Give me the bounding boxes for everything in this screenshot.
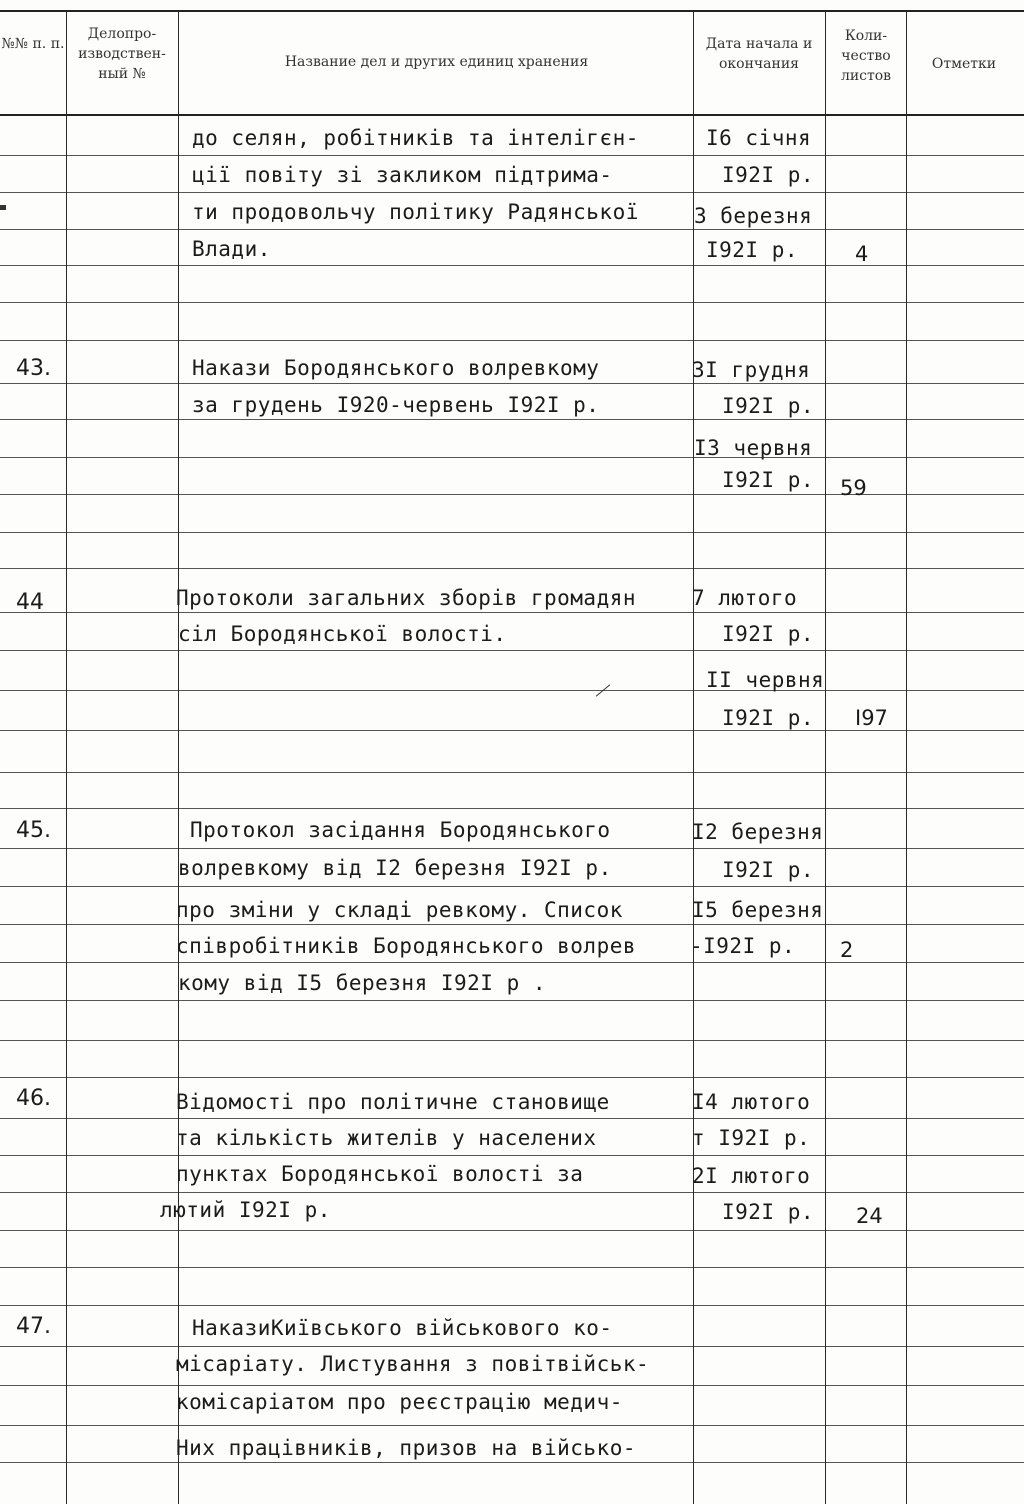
column-divider xyxy=(825,10,826,1504)
header-number: №№ п. п. xyxy=(1,36,65,52)
entry-number: 44 xyxy=(16,590,44,615)
ruled-line xyxy=(0,808,1024,809)
entry-title-line: Накази Бородянського волревкому xyxy=(192,356,600,380)
entry-title-line: НаказиКиївського військового ко- xyxy=(192,1316,613,1340)
entry-title-line: за грудень I920-червень I92I р. xyxy=(192,393,600,417)
entry-title-line: пунктах Бородянської волості за xyxy=(176,1162,584,1186)
ruled-line xyxy=(0,1077,1024,1078)
column-divider xyxy=(66,10,67,1504)
ruled-line xyxy=(0,383,1024,384)
ruled-line xyxy=(0,1230,1024,1231)
entry-date: I5 березня xyxy=(692,898,824,922)
entry-date: -I92I р. xyxy=(690,934,796,958)
column-divider xyxy=(693,10,694,1504)
entry-date: I92I р. xyxy=(722,706,815,730)
entry-title-line: комісаріатом про реєстрацію медич- xyxy=(176,1390,623,1414)
entry-date: I92I р. xyxy=(722,858,815,882)
ruled-line xyxy=(0,340,1024,341)
entry-date: I2 березня xyxy=(692,820,824,844)
entry-title-line: Протокол засідання Бородянського xyxy=(190,818,611,842)
header-sheet-count: Коли- чество листов xyxy=(840,28,892,84)
ruled-line xyxy=(0,265,1024,266)
header-notes: Отметки xyxy=(931,56,997,72)
ruled-line xyxy=(0,886,1024,887)
entry-title-line: місаріату. Листування з повітвійськ- xyxy=(176,1352,650,1376)
entry-date: I92I р. xyxy=(706,238,799,262)
entry-title-line: про зміни у складі ревкому. Список xyxy=(176,898,623,922)
entry-date: I4 лютого xyxy=(692,1090,811,1114)
entry-date: 7 лютого xyxy=(692,586,798,610)
entry-number: 47. xyxy=(16,1314,51,1339)
entry-title-line: сіл Бородянської волості. xyxy=(178,622,507,646)
entry-title-line: співробітників Бородянського волрев xyxy=(176,934,637,958)
ruled-line xyxy=(0,568,1024,569)
ruled-line xyxy=(0,1267,1024,1268)
ruled-line xyxy=(0,690,1024,691)
ruled-line xyxy=(0,1385,1024,1386)
entry-date: I92I р. xyxy=(722,622,815,646)
entry-date: I92I р. xyxy=(722,163,815,187)
entry-title-line: Протоколи загальних зборів громадян xyxy=(176,586,637,610)
ruled-line xyxy=(0,457,1024,458)
ruled-line xyxy=(0,1040,1024,1041)
ruled-line xyxy=(0,532,1024,533)
ruled-line xyxy=(0,1192,1024,1193)
entry-number: 43. xyxy=(16,356,51,381)
entry-date: 3 березня xyxy=(694,204,813,228)
ruled-line xyxy=(0,302,1024,303)
ruled-line xyxy=(0,1305,1024,1306)
entry-date: I6 січня xyxy=(706,126,812,150)
entry-sheet-count: I97 xyxy=(855,706,888,730)
header-office-number: Делопро- изводствен- ный № xyxy=(78,26,166,82)
entry-sheet-count: 4 xyxy=(855,242,869,266)
ruled-line xyxy=(0,1462,1024,1463)
entry-number: 46. xyxy=(16,1086,51,1111)
entry-date: I92I р. xyxy=(722,468,815,492)
ruled-line xyxy=(0,612,1024,613)
entry-title-line: та кількість жителів у населених xyxy=(176,1126,597,1150)
entry-title-line: Них працівників, призов на військо- xyxy=(176,1436,637,1460)
entry-title-line: волревкому від I2 березня I92I р. xyxy=(178,856,612,880)
ruled-line xyxy=(0,419,1024,420)
ruled-line xyxy=(0,1118,1024,1119)
entry-title-line: Відомості про політичне становище xyxy=(176,1090,610,1114)
entry-date: I3 червня xyxy=(694,436,813,460)
entry-title-line: кому від I5 березня I92I р . xyxy=(178,971,547,995)
entry-title-line: Влади. xyxy=(192,237,271,261)
ruled-line xyxy=(0,229,1024,230)
header-rule xyxy=(0,114,1024,116)
column-divider xyxy=(178,10,179,1504)
ruled-line xyxy=(0,155,1024,156)
ruled-line xyxy=(0,650,1024,651)
ruled-line xyxy=(0,772,1024,773)
ruled-line xyxy=(0,730,1024,731)
entry-title-line: лютий I92I р. xyxy=(160,1198,331,1222)
entry-title-line: ти продовольчу політику Радянської xyxy=(192,200,639,224)
ruled-line xyxy=(0,1425,1024,1426)
entry-date: I92I р. xyxy=(722,1200,815,1224)
column-divider xyxy=(906,10,907,1504)
entry-date: II червня xyxy=(706,668,825,692)
ruled-line xyxy=(0,962,1024,963)
entry-date: I92I р. xyxy=(722,394,815,418)
ruled-line xyxy=(0,924,1024,925)
pen-stroke xyxy=(0,205,6,210)
ruled-line xyxy=(0,848,1024,849)
entry-number: 45. xyxy=(16,818,51,843)
top-rule xyxy=(0,10,1024,12)
entry-title-line: ції повіту зі закликом підтрима- xyxy=(192,163,613,187)
ruled-line xyxy=(0,192,1024,193)
entry-title-line: до селян, робітників та інтелігєн- xyxy=(192,126,639,150)
entry-date: 2I лютого xyxy=(692,1164,811,1188)
ruled-line xyxy=(0,1346,1024,1347)
entry-sheet-count: 2 xyxy=(840,938,854,962)
entry-sheet-count: 59 xyxy=(840,476,867,500)
entry-sheet-count: 24 xyxy=(856,1204,883,1228)
ruled-line xyxy=(0,1155,1024,1156)
header-title: Название дел и других единиц хранения xyxy=(284,54,589,70)
ruled-line xyxy=(0,494,1024,495)
header-dates: Дата начала и окончания xyxy=(705,36,813,72)
ruled-line xyxy=(0,1000,1024,1001)
entry-date: 3I грудня xyxy=(692,358,811,382)
entry-date: т I92I р. xyxy=(692,1126,811,1150)
